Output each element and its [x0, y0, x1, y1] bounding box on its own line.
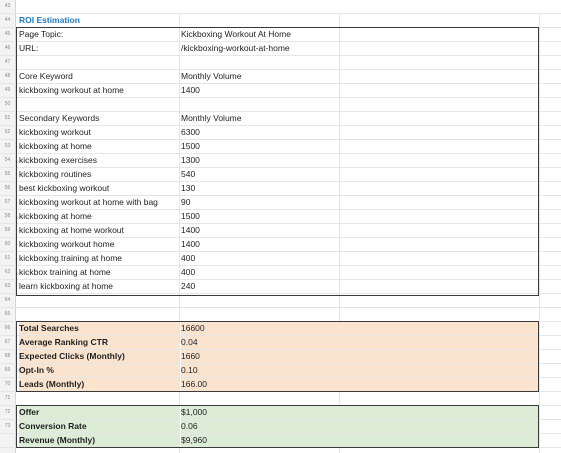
core-volume-header[interactable]: Monthly Volume: [181, 71, 242, 81]
keyword-cell[interactable]: kickboxing at home: [19, 211, 92, 221]
sheet-row: [0, 294, 561, 308]
core-volume[interactable]: 1400: [181, 85, 200, 95]
row-number[interactable]: 65: [4, 311, 11, 317]
sheet-row: [0, 98, 561, 112]
keyword-row: [0, 196, 561, 210]
page-topic-label[interactable]: Page Topic:: [19, 29, 64, 39]
sheet-row: [0, 308, 561, 322]
keyword-cell[interactable]: kickbox training at home: [19, 267, 111, 277]
keyword-row: [0, 210, 561, 224]
metric-row: [0, 364, 561, 378]
keyword-cell[interactable]: kickboxing at home workout: [19, 225, 124, 235]
metric-value-opt-in[interactable]: 0.10: [181, 364, 539, 377]
sheet-row: [0, 42, 561, 56]
secondary-keywords-header[interactable]: Secondary Keywords: [19, 113, 100, 123]
revenue-value-conversion-rate[interactable]: 0.06: [181, 420, 539, 433]
sheet-row: [0, 112, 561, 126]
metric-row: [0, 322, 561, 336]
volume-cell[interactable]: 1400: [181, 239, 200, 249]
row-number[interactable]: 64: [4, 297, 11, 303]
sheet-row: [0, 14, 561, 28]
keyword-cell[interactable]: kickboxing routines: [19, 169, 92, 179]
row-number[interactable]: 52: [4, 129, 11, 135]
secondary-volume-header[interactable]: Monthly Volume: [181, 113, 242, 123]
row-number[interactable]: 63: [4, 283, 11, 289]
metric-row: [0, 350, 561, 364]
core-keyword-header[interactable]: Core Keyword: [19, 71, 73, 81]
row-number[interactable]: 49: [4, 87, 11, 93]
row-number[interactable]: 62: [4, 269, 11, 275]
volume-cell[interactable]: 400: [181, 253, 196, 263]
row-number[interactable]: 43: [4, 3, 11, 9]
keyword-cell[interactable]: kickboxing workout: [19, 127, 91, 137]
revenue-value-offer[interactable]: $1,000: [181, 406, 539, 419]
row-number[interactable]: 71: [4, 395, 11, 401]
metric-label-total-searches[interactable]: Total Searches: [19, 322, 179, 335]
metric-row: [0, 336, 561, 350]
metric-value-total-searches[interactable]: 16600: [181, 322, 539, 335]
row-number[interactable]: 51: [4, 115, 11, 121]
volume-cell[interactable]: 90: [181, 197, 191, 207]
revenue-label-offer[interactable]: Offer: [19, 406, 179, 419]
volume-cell[interactable]: 1300: [181, 155, 200, 165]
revenue-label-conversion-rate[interactable]: Conversion Rate: [19, 420, 179, 433]
keyword-row: [0, 140, 561, 154]
row-number[interactable]: 72: [4, 409, 11, 415]
keyword-cell[interactable]: kickboxing exercises: [19, 155, 97, 165]
sheet-row: [0, 392, 561, 406]
row-number[interactable]: 60: [4, 241, 11, 247]
metric-value-leads[interactable]: 166.00: [181, 378, 539, 391]
revenue-row: [0, 434, 561, 448]
url-value[interactable]: /kickboxing-workout-at-home: [181, 43, 290, 53]
sheet-row: [0, 70, 561, 84]
volume-cell[interactable]: 540: [181, 169, 196, 179]
volume-cell[interactable]: 6300: [181, 127, 200, 137]
row-number[interactable]: 48: [4, 73, 11, 79]
row-number[interactable]: 56: [4, 185, 11, 191]
volume-cell[interactable]: 1400: [181, 225, 200, 235]
keyword-cell[interactable]: kickboxing at home: [19, 141, 92, 151]
keyword-cell[interactable]: kickboxing training at home: [19, 253, 123, 263]
keyword-row: [0, 168, 561, 182]
keyword-cell[interactable]: best kickboxing workout: [19, 183, 110, 193]
volume-cell[interactable]: 1500: [181, 211, 200, 221]
revenue-row: [0, 420, 561, 434]
keyword-row: [0, 266, 561, 280]
row-number[interactable]: 45: [4, 31, 11, 37]
row-number[interactable]: 68: [4, 353, 11, 359]
row-number[interactable]: 58: [4, 213, 11, 219]
url-label[interactable]: URL:: [19, 43, 39, 53]
keyword-cell[interactable]: kickboxing workout home: [19, 239, 115, 249]
row-number[interactable]: 53: [4, 143, 11, 149]
keyword-row: [0, 126, 561, 140]
row-number[interactable]: 44: [4, 17, 11, 23]
row-number[interactable]: 46: [4, 45, 11, 51]
row-number[interactable]: 57: [4, 199, 11, 205]
metric-label-opt-in[interactable]: Opt-In %: [19, 364, 179, 377]
volume-cell[interactable]: 240: [181, 281, 196, 291]
volume-cell[interactable]: 1500: [181, 141, 200, 151]
row-number[interactable]: 50: [4, 101, 11, 107]
row-number[interactable]: 66: [4, 325, 11, 331]
row-number[interactable]: 70: [4, 381, 11, 387]
metric-label-leads[interactable]: Leads (Monthly): [19, 378, 179, 391]
metric-label-expected-clicks[interactable]: Expected Clicks (Monthly): [19, 350, 179, 363]
page-topic-value[interactable]: Kickboxing Workout At Home: [181, 29, 291, 39]
roi-title[interactable]: ROI Estimation: [19, 15, 80, 25]
revenue-row: [0, 406, 561, 420]
row-number[interactable]: 54: [4, 157, 11, 163]
revenue-value-monthly[interactable]: $9,960: [181, 434, 539, 447]
keyword-cell[interactable]: kickboxing workout at home with bag: [19, 197, 158, 207]
sheet-row: [0, 56, 561, 70]
row-number[interactable]: 47: [4, 59, 11, 65]
sheet-row: [0, 84, 561, 98]
keyword-row: [0, 224, 561, 238]
keyword-row: [0, 182, 561, 196]
row-number[interactable]: 67: [4, 339, 11, 345]
keyword-cell[interactable]: learn kickboxing at home: [19, 281, 114, 291]
row-number[interactable]: 69: [4, 367, 11, 373]
metric-value-expected-clicks[interactable]: 1660: [181, 350, 539, 363]
row-number[interactable]: 61: [4, 255, 11, 261]
keyword-row: [0, 280, 561, 294]
keyword-row: [0, 154, 561, 168]
keyword-row: [0, 252, 561, 266]
row-number[interactable]: 59: [4, 227, 11, 233]
metric-value-ranking-ctr[interactable]: 0.04: [181, 336, 539, 349]
metric-label-ranking-ctr[interactable]: Average Ranking CTR: [19, 336, 179, 349]
metric-row: [0, 378, 561, 392]
core-keyword[interactable]: kickboxing workout at home: [19, 85, 124, 95]
row-number[interactable]: 55: [4, 171, 11, 177]
sheet-row: [0, 28, 561, 42]
volume-cell[interactable]: 400: [181, 267, 196, 277]
revenue-label-monthly[interactable]: Revenue (Monthly): [19, 434, 179, 447]
keyword-row: [0, 238, 561, 252]
row-number[interactable]: 73: [4, 423, 11, 429]
sheet-row: [0, 0, 561, 14]
volume-cell[interactable]: 130: [181, 183, 196, 193]
